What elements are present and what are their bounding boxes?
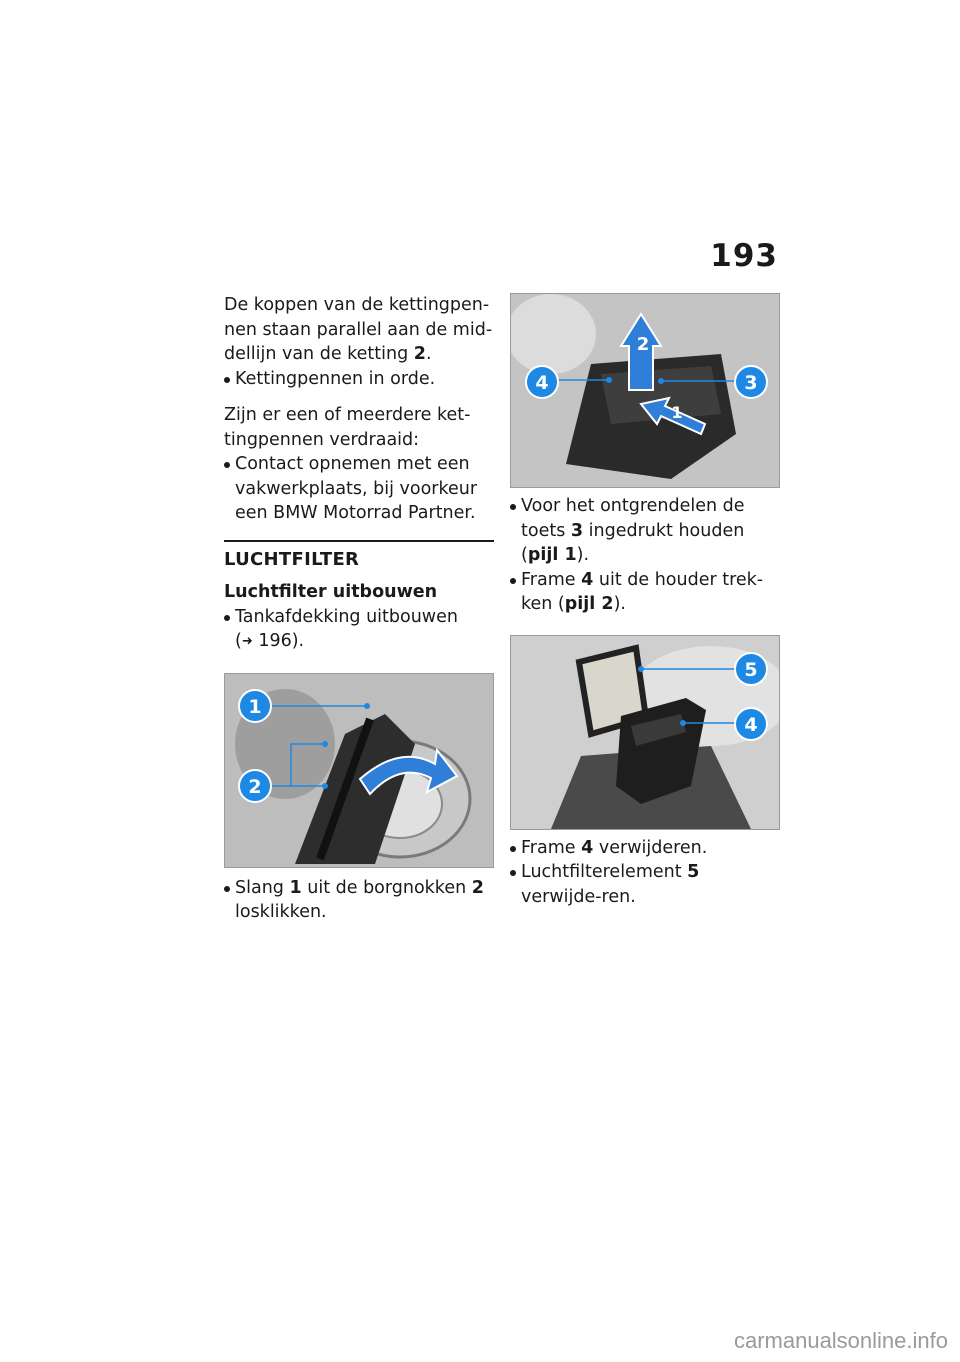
figure-unlock-arrow-label-2: 2 — [636, 334, 650, 355]
bullet-tank: Tankafdekking uitbouwen (➜ 196). — [224, 605, 494, 655]
figure-hose — [224, 673, 494, 868]
section-rule — [224, 540, 494, 542]
bullet-elem-text-a: Luchtfilterelement — [521, 862, 682, 882]
left-column — [224, 293, 494, 925]
figure-unlock — [510, 293, 780, 488]
page-ref-arrow-icon: ➜ — [241, 634, 253, 649]
bullet-ok: Kettingpennen in orde. — [224, 367, 494, 392]
bullet-unlock-ref: 3 — [570, 520, 584, 541]
bullet-frame-arrow-ref: pijl 2 — [564, 594, 614, 614]
bullet-remove-frame — [510, 836, 780, 861]
intro-ref: 2 — [413, 344, 426, 364]
figure-hose-label-2: 2 — [248, 775, 262, 798]
figure-unlock-label-3: 3 — [744, 372, 758, 394]
figure-hose-illustration — [225, 674, 493, 867]
figure-filter-label-4: 4 — [744, 713, 758, 736]
bullet-tank-text: Tankafdekking uitbouwen — [235, 606, 458, 627]
bullet-contact: Contact opnemen met een vakwerkplaats, bij voorkeur een BMW Motorrad Partner. — [224, 452, 494, 526]
twisted-paragraph: Zijn er een of meerdere ket-tingpennen verdraaid: — [224, 405, 471, 450]
section-title: LUCHTFILTER — [224, 548, 360, 570]
bullet-hose-ref-1: 1 — [289, 877, 302, 898]
bullet-remove-element — [510, 860, 780, 909]
bullet-unlock-text-c: ). — [576, 545, 590, 565]
bullet-remove-text-a: Frame — [521, 837, 576, 858]
figure-unlock-arrow-label-1: 1 — [671, 403, 683, 422]
intro-text: De koppen van de kettingpen-nen staan parallel aan de mid-dellijn van de ketting — [224, 295, 493, 364]
bullet-unlock — [510, 494, 780, 568]
page-ref[interactable]: 196). — [258, 631, 305, 651]
bullet-hose — [224, 876, 494, 925]
figure-filter-illustration — [511, 636, 779, 829]
bullet-unlock-text-b: ingedrukt houden ( — [521, 520, 745, 565]
page-number: 193 — [710, 238, 778, 274]
bullet-elem-text-b: verwijde-ren. — [521, 886, 636, 907]
bullet-hose-text-c: losklikken. — [235, 902, 327, 922]
figure-unlock-label-4: 4 — [535, 372, 549, 394]
figure-hose-label-1: 1 — [248, 695, 262, 718]
bullet-frame-text-a: Frame — [521, 569, 576, 590]
bullet-frame-text-b: uit de houder trek-ken ( — [521, 569, 764, 614]
right-column — [510, 293, 780, 909]
bullet-elem-ref: 5 — [687, 862, 700, 882]
figure-filter — [510, 635, 780, 830]
bullet-remove-text-b: verwijderen. — [598, 837, 708, 858]
bullet-frame — [510, 568, 780, 617]
bullet-unlock-arrow-ref: pijl 1 — [527, 545, 577, 565]
bullet-hose-text-a: Slang — [235, 877, 284, 898]
footer-watermark: carmanualsonline.info — [733, 1328, 948, 1353]
intro-paragraph: De koppen van de kettingpen-nen staan parallel aan de mid-dellijn van de ketting 2. — [224, 295, 493, 364]
bullet-frame-ref: 4 — [581, 569, 594, 590]
bullet-hose-text-b: uit de borgnokken — [307, 877, 467, 898]
figure-filter-label-5: 5 — [744, 658, 758, 681]
bullet-hose-ref-2: 2 — [471, 877, 484, 898]
bullet-remove-ref: 4 — [581, 837, 594, 858]
bullet-unlock-text-a: Voor het ontgrendelen de toets — [521, 496, 745, 541]
figure-unlock-illustration — [511, 294, 779, 487]
bullet-frame-text-c: ). — [613, 594, 626, 614]
subsection-title: Luchtfilter uitbouwen — [224, 582, 438, 602]
